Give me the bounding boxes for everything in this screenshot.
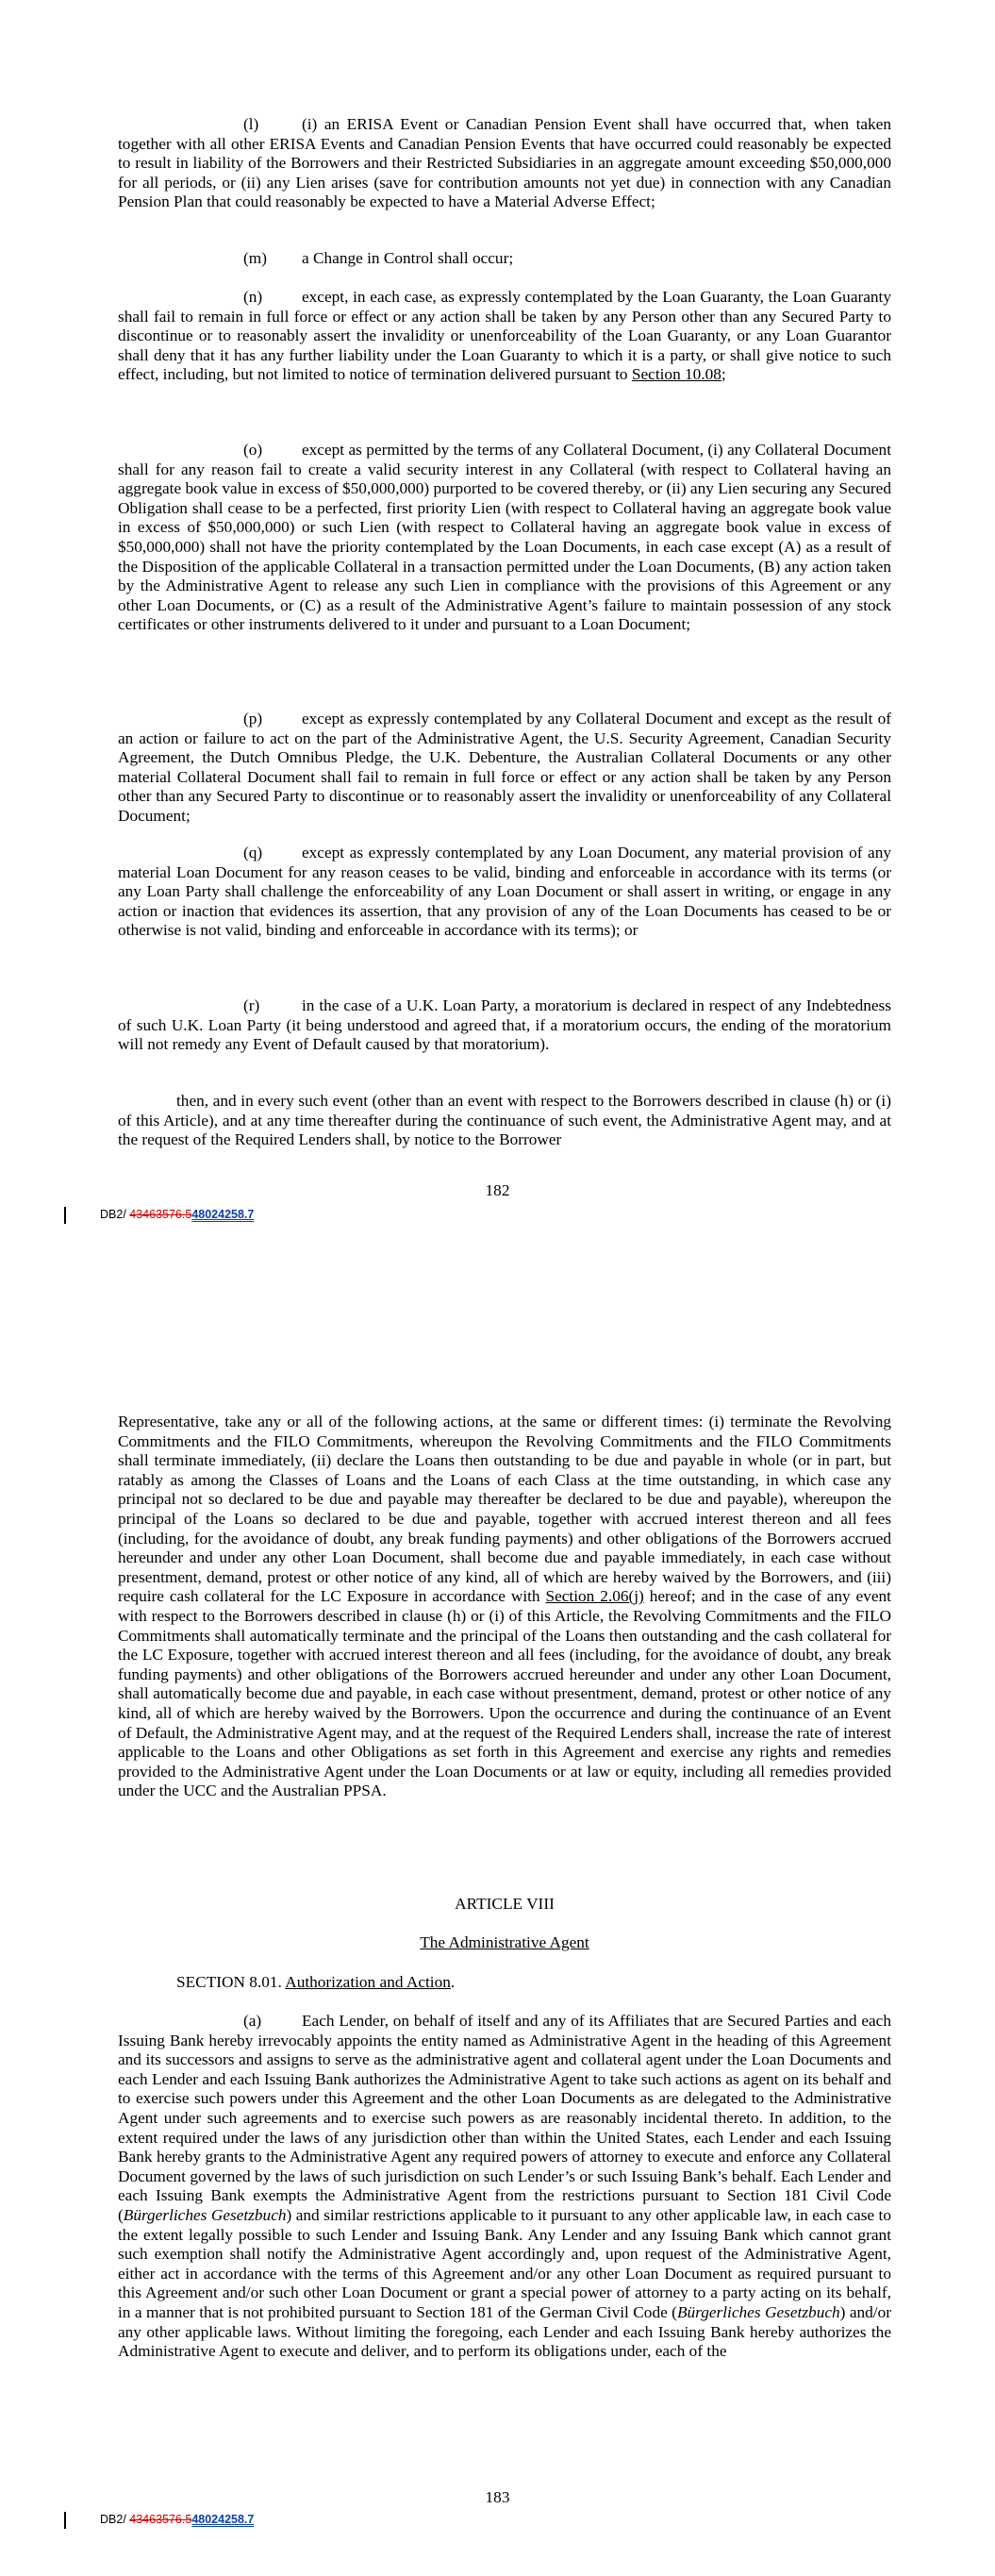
clause-n-label: (n) — [243, 288, 263, 306]
footer-prefix: DB2/ — [100, 2513, 130, 2526]
then-paragraph: then, and in every such event (other than an event with respect to the Borrowers described in clause (h) or (i) of this Article), and at any time thereafter during the continuance of such event, the Administrative Agent may, and at the request of the Required Lenders shall, by notice to the Borrower — [118, 1092, 891, 1149]
footer-inserted-id[interactable]: 48024258.7 — [191, 2513, 255, 2526]
section-ref-10-08[interactable]: Section 10.08 — [631, 365, 721, 384]
footer-inserted-id[interactable]: 48024258.7 — [191, 1208, 255, 1221]
change-bar — [64, 2512, 66, 2529]
section-label: SECTION 8.01. — [176, 1973, 286, 1991]
clause-l — [118, 115, 891, 212]
clause-q-label: (q) — [243, 844, 263, 861]
article-title: ARTICLE VIII — [455, 1895, 555, 1913]
page-number: 183 — [485, 2488, 510, 2506]
clause-q — [118, 844, 891, 941]
clause-a-text-1: Each Lender, on behalf of itself and any of its Affiliates that are Secured Parties and each Issuing Bank hereby irrevocably appoints the entity named as Administrative Agent in the heading of this Agreement and its successors and assigns to serve as the administrative agent and collateral agent under the Loan Documents and each Lender and each Issuing Bank authorizes the Administrative Agent to take such actions as agent on its behalf and to exercise such powers under this Agreement and the other Loan Documents as are delegated to the Administrative Agent under such agreements and to exercise such powers as are reasonably incidental thereto. In addition, to the extent required under the laws of any jurisdiction other than within the United States, each Lender and each Issuing Bank hereby grants to the Administrative Agent any required powers of attorney to execute and enforce any Collateral Document governed by the laws of such jurisdiction on such Lender’s or such Issuing Bank’s behalf. Each Lender and each Issuing Bank exempts the Administrative Agent from the restrictions pursuant to Section 181 Civil Code ( — [118, 2012, 891, 2224]
clause-a-text-3: ) and/or any other applicable laws. Without limiting the foregoing, each Lender and each Issuing Bank hereby authorizes the Administrative Agent to execute and deliver, and to perform its obligations under, each of the — [118, 2302, 891, 2361]
clause-p-label: (p) — [243, 710, 263, 728]
clause-l-text: (i) an ERISA Event or Canadian Pension Event shall have occurred that, when taken together with all other ERISA Events and Canadian Pension Events that have occurred could reasonably be expected to result in liability of the Borrowers and their Restricted Subsidiaries in an aggregate amount exceeding $50,000,000 for all periods, or (ii) any Lien arises (save for contribution amounts not yet due) in connection with any Canadian Pension Plan that could reasonably be expected to have a Material Adverse Effect; — [118, 115, 891, 211]
footer-prefix: DB2/ — [100, 1208, 130, 1221]
footer-deleted-id: 43463576.5 — [129, 2513, 192, 2526]
clause-o-label: (o) — [243, 441, 263, 459]
clause-r-label: (r) — [243, 996, 260, 1014]
article-subtitle-text: The Administrative Agent — [420, 1933, 589, 1951]
clause-m — [118, 249, 891, 269]
continued-text-a: Representative, take any or all of the following actions, at the same or different times: (i) terminate the Revolving Commitments and the FILO Commitments, whereupon the Revolving Commitments and the FILO Commitments shall terminate immediately, (ii) declare the Loans then outstanding to be due and payable in whole (or in part, but ratably as among the Classes of Loans and the Loans of each Class at the time outstanding, in which case any principal not so declared to be due and payable may thereafter be declared to be due and payable), whereupon the principal of the Loans so declared to be due and payable, together with accrued interest thereon and all fees (including, for the avoidance of doubt, any break funding payments) and other obligations of the Borrowers accrued hereunder and under any other Loan Document, shall become due and payable immediately, in each case without presentment, demand, protest or other notice of any kind, all of which are hereby waived by the Borrowers, and (iii) require cash collateral for the LC Exposure in accordance with — [118, 1413, 891, 1606]
clause-q-text: except as expressly contemplated by any Loan Document, any material provision of any material Loan Document for any reason ceases to be valid, binding and enforceable in accordance with its terms (or any Loan Party shall challenge the enforceability of any Loan Document or shall assert in writing, or engage in any action or inaction that evidences its assertion, that any provision of any of the Loan Documents has ceased to be or otherwise is not valid, binding and enforceable in accordance with its terms); or — [118, 844, 891, 940]
change-bar — [64, 1207, 66, 1224]
clause-a — [118, 2012, 891, 2362]
clause-m-text: a Change in Control shall occur; — [302, 249, 514, 267]
page-182 — [0, 0, 995, 1283]
clause-n-tail: ; — [721, 365, 726, 384]
clause-a-label: (a) — [243, 2012, 262, 2030]
document-footer — [64, 2510, 254, 2530]
clause-l-label: (l) — [243, 115, 259, 133]
clause-n-text: except, in each case, as expressly contemplated by the Loan Guaranty, the Loan Guaranty shall fail to remain in full force or effect or any action shall be taken by any Person other than any Secured Party to discontinue or to reasonably assert the invalidity or unenforceability of the Loan Guaranty, or any Loan Guarantor shall deny that it has any further liability under the Loan Guaranty to which it is a party, or shall give notice to such effect, including, but not limited to notice of termination delivered pursuant to — [118, 288, 891, 384]
clause-m-label: (m) — [243, 249, 267, 267]
clause-o — [118, 441, 891, 635]
page-183 — [0, 1283, 995, 2576]
clause-n — [118, 288, 891, 385]
section-ref-2-06j[interactable]: Section 2.06(j) — [545, 1587, 644, 1606]
continued-paragraph — [118, 1413, 891, 1801]
continued-text-b: hereof; and in the case of any event with respect to the Borrowers described in clause (h) or (i) of this Article, the Revolving Commitments and the FILO Commitments shall automatically terminate and the principal of the Loans then outstanding and the cash collateral for the LC Exposure, together with accrued interest thereon and all fees (including, for the avoidance of doubt, any break funding payments) and other obligations of the Borrowers accrued hereunder and under any other Loan Document, shall automatically become due and payable, in each case without presentment, demand, protest or other notice of any kind, all of which are hereby waived by the Borrowers. Upon the occurrence and during the continuance of an Event of Default, the Administrative Agent may, and at the request of the Required Lenders shall, increase the rate of interest applicable to the Loans and other Obligations as set forth in this Agreement and exercise any rights and remedies provided to the Administrative Agent under the Loan Documents or at law or equity, including all remedies provided under the UCC and the Australian PPSA. — [118, 1587, 891, 1800]
article-subtitle — [118, 1933, 891, 1953]
document-footer — [64, 1205, 254, 1225]
clause-a-italic-2: Bürgerliches Gesetzbuch — [676, 2302, 840, 2321]
clause-p-text: except as expressly contemplated by any Collateral Document and except as the result of an action or failure to act on the part of the Administrative Agent, the U.S. Security Agreement, Canadian Security Agreement, the Dutch Omnibus Pledge, the U.K. Debenture, the Australian Collateral Documents or any other material Collateral Document shall fail to remain in full force or effect or any action shall be taken by any Person other than any Secured Party to discontinue or to reasonably assert the invalidity or unenforceability of any Collateral Document; — [118, 710, 891, 825]
footer-deleted-id: 43463576.5 — [129, 1208, 192, 1221]
clause-p — [118, 710, 891, 827]
clause-o-text: except as permitted by the terms of any Collateral Document, (i) any Collateral Document shall for any reason fail to create a valid security interest in any Collateral (with respect to Collateral having an aggregate book value in excess of $50,000,000) purported to be covered thereby, or (ii) any Lien securing any Secured Obligation shall cease to be a perfected, first priority Lien (with respect to Collateral having an aggregate book value in excess of $50,000,000) or such Lien (with respect to Collateral having an aggregate book value in excess of $50,000,000) shall not have the priority contemplated by the Loan Documents, in each case except (A) as a result of the Disposition of the applicable Collateral in a transaction permitted under the Loan Documents, (B) any action taken by the Administrative Agent to release any such Lien in compliance with the provisions of this Agreement or any other Loan Documents, or (C) as a result of the Administrative Agent’s failure to maintain possession of any stock certificates or other instruments delivered to it under and pursuant to a Loan Document; — [118, 441, 891, 634]
page-number: 182 — [485, 1181, 510, 1199]
clause-a-text-2: ) and similar restrictions applicable to it pursuant to any other applicable law, in each case to the extent legally possible to such Lender and Issuing Bank. Any Lender and any Issuing Bank which cannot grant such exemption shall notify the Administrative Agent accordingly and, upon request of the Administrative Agent, either act in accordance with the terms of this Agreement and/or any other Loan Document as required pursuant to this Agreement and/or such other Loan Document or grant a special power of attorney to a party acting on its behalf, in a manner that is not prohibited pursuant to Section 181 of the German Civil Code ( — [118, 2205, 891, 2321]
clause-a-italic-1: Bürgerliches Gesetzbuch — [123, 2205, 287, 2224]
section-period: . — [450, 1973, 456, 1991]
section-8-01-heading — [118, 1973, 891, 1993]
section-title: Authorization and Action — [285, 1973, 451, 1991]
clause-r — [118, 996, 891, 1055]
clause-r-text: in the case of a U.K. Loan Party, a moratorium is declared in respect of any Indebtedness of such U.K. Loan Party (it being understood and agreed that, if a moratorium occurs, the ending of the moratorium will not remedy any Event of Default caused by that moratorium). — [118, 996, 891, 1054]
